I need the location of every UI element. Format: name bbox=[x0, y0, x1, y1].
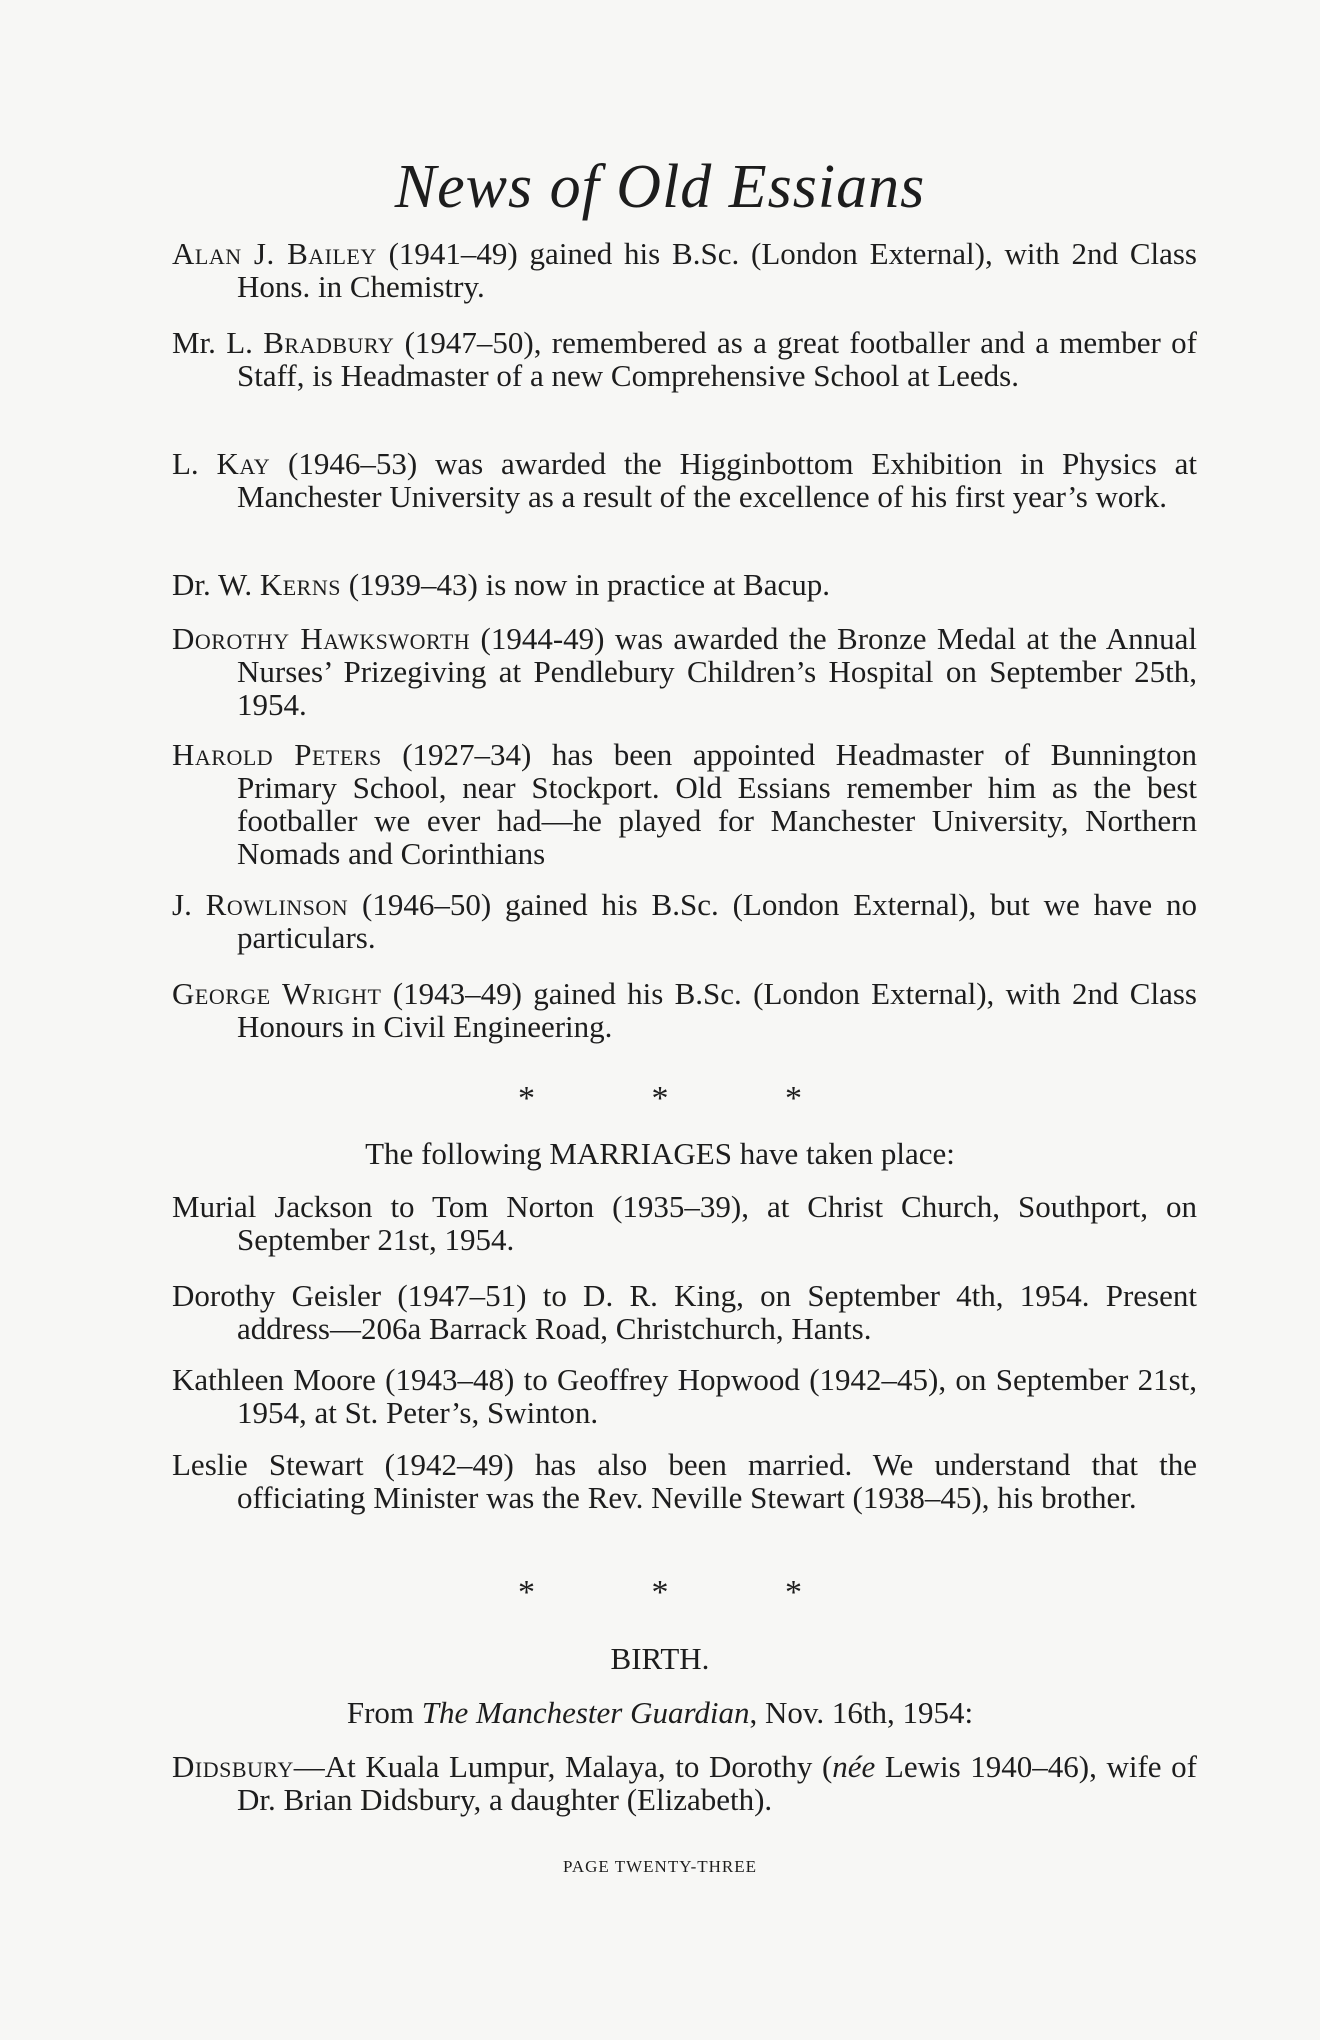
news-entry bbox=[172, 888, 1197, 954]
marriage-entry: Dorothy Geisler (1947–51) to D. R. King, on September 4th, 1954. Present address—206a Barrack Road, Christchurch, Hants. bbox=[172, 1278, 1197, 1346]
page-number: PAGE TWENTY-THREE bbox=[562, 1857, 758, 1876]
news-entry bbox=[172, 326, 1197, 392]
nee-word: née bbox=[832, 1749, 876, 1784]
person-name: Kay bbox=[216, 446, 271, 481]
birth-source bbox=[0, 1696, 1320, 1729]
entry-text: (1927–34) has been appointed Headmaster of Bunnington Primary School, near Stockport. Old Essians remember him as the best footballer we ever had—he played for Manchester University, Northern Nomads and Corinthians bbox=[237, 737, 1197, 871]
name-prefix: L. bbox=[172, 446, 217, 481]
news-entry bbox=[172, 237, 1197, 303]
birth-entry bbox=[172, 1750, 1197, 1816]
section-separator: * * * bbox=[518, 1080, 856, 1117]
news-entry bbox=[172, 622, 1197, 721]
source-from: From bbox=[346, 1695, 422, 1730]
news-entry bbox=[172, 447, 1197, 513]
entry-text: (1943–49) gained his B.Sc. (London External), with 2nd Class Honours in Civil Engineering. bbox=[237, 976, 1197, 1044]
marriage-entry: Murial Jackson to Tom Norton (1935–39), at Christ Church, Southport, on September 21st, 1954. bbox=[172, 1189, 1197, 1257]
birth-heading: BIRTH. bbox=[610, 1641, 710, 1676]
source-date: , Nov. 16th, 1954: bbox=[749, 1695, 974, 1730]
marriage-entry: Kathleen Moore (1943–48) to Geoffrey Hopwood (1942–45), on September 21st, 1954, at St. Peter’s, Swinton. bbox=[172, 1362, 1197, 1430]
marriages-heading: The following MARRIAGES have taken place: bbox=[365, 1136, 955, 1171]
section-separator: * * * bbox=[518, 1574, 856, 1611]
marriage-entry: Leslie Stewart (1942–49) has also been married. We understand that the officiating Minister was the Rev. Neville Stewart (1938–45), his brother. bbox=[172, 1447, 1197, 1515]
person-name: Bradbury bbox=[263, 325, 395, 360]
entry-text: (1946–53) was awarded the Higginbottom Exhibition in Physics at Manchester University as a result of the excellence of his first year’s work. bbox=[237, 446, 1198, 514]
name-prefix: Mr. L. bbox=[172, 325, 264, 360]
entry-text: Lewis 1940–46), wife of Dr. Brian Didsbury, a daughter (Elizabeth). bbox=[237, 1749, 1197, 1817]
person-name: Didsbury bbox=[172, 1749, 294, 1784]
entry-text: —At Kuala Lumpur, Malaya, to Dorothy ( bbox=[293, 1749, 833, 1784]
person-name: Kerns bbox=[259, 567, 341, 602]
entry-text: (1941–49) gained his B.Sc. (London External), with 2nd Class Hons. in Chemistry. bbox=[237, 236, 1197, 304]
person-name: Rowlinson bbox=[205, 887, 349, 922]
news-entry bbox=[172, 977, 1197, 1043]
entry-text: (1944-49) was awarded the Bronze Medal at the Annual Nurses’ Prizegiving at Pendlebury Children’s Hospital on September 25th, 1954. bbox=[237, 621, 1197, 722]
person-name: Dorothy Hawksworth bbox=[172, 621, 471, 656]
page-title: News of Old Essians bbox=[394, 153, 926, 221]
newspaper-title: The Manchester Guardian bbox=[421, 1695, 750, 1730]
entry-text: (1947–50), remembered as a great footballer and a member of Staff, is Headmaster of a new Comprehensive School at Leeds. bbox=[237, 325, 1197, 393]
name-prefix: Dr. W. bbox=[172, 567, 260, 602]
news-entry bbox=[172, 738, 1197, 870]
name-prefix: J. bbox=[172, 887, 206, 922]
entry-text: (1939–43) is now in practice at Bacup. bbox=[340, 567, 830, 602]
person-name: George Wright bbox=[172, 976, 382, 1011]
entry-text: (1946–50) gained his B.Sc. (London External), but we have no particulars. bbox=[237, 887, 1197, 955]
news-entry bbox=[172, 568, 1197, 601]
person-name: Harold Peters bbox=[172, 737, 382, 772]
person-name: Alan J. Bailey bbox=[172, 236, 377, 271]
